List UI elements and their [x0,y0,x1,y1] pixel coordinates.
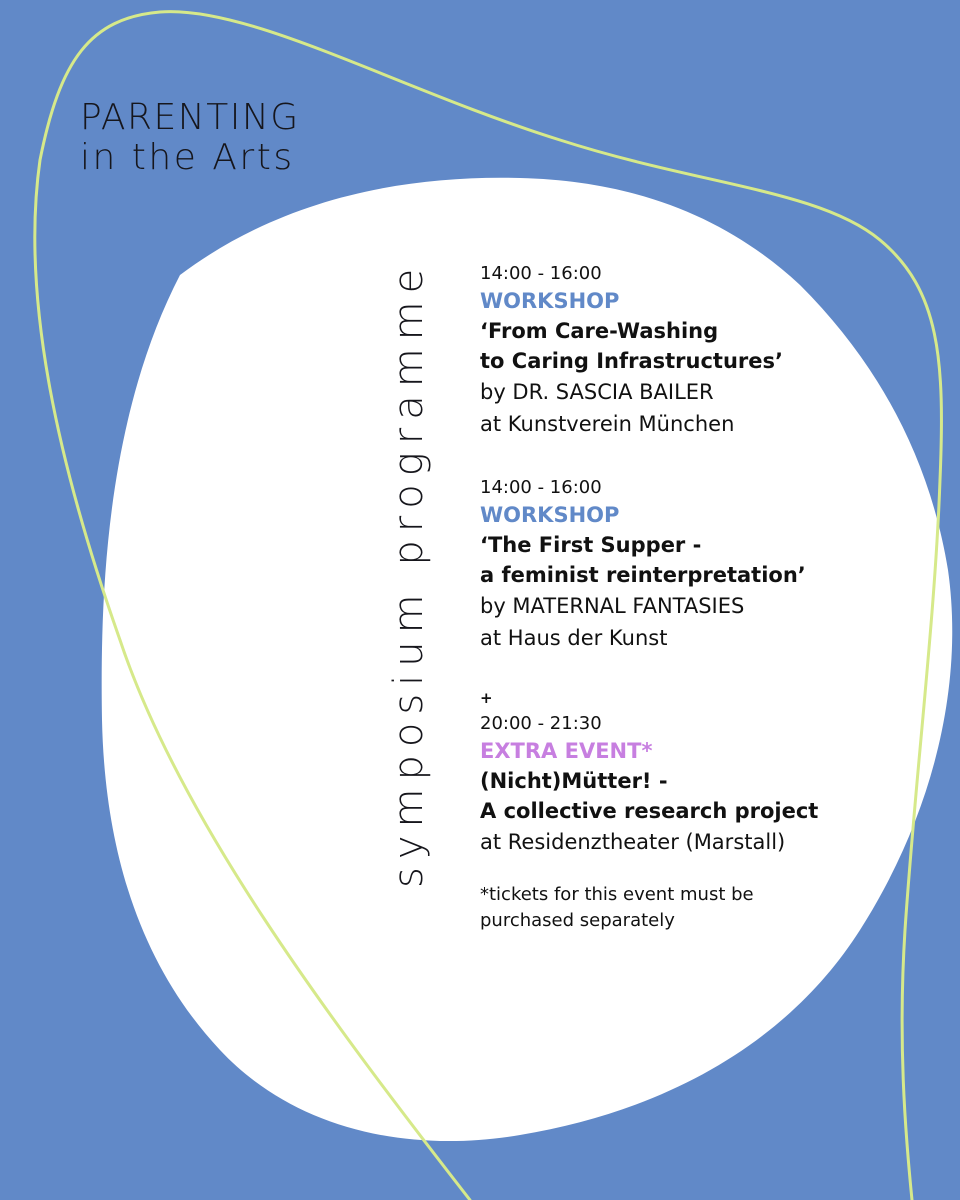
event-title-line-2: to Caring Infrastructures’ [480,349,783,373]
event-time: 14:00 - 16:00 [480,477,602,498]
event-2 [480,476,940,654]
event-type: WORKSHOP [480,289,620,313]
plus-marker: + [480,689,493,707]
brand-line-2: in the Arts [80,137,295,178]
event-title-line-1: (Nicht)Mütter! - [480,769,668,793]
event-venue: at Kunstverein München [480,412,735,436]
event-venue: at Residenztheater (Marstall) [480,830,786,854]
footnote-line-1: *tickets for this event must be [480,884,754,905]
footnote-line-2: purchased separately [480,910,675,931]
brand-logo [80,98,300,178]
program-list [480,262,940,934]
brand-line-1: PARENTING [80,97,300,138]
event-title-line-1: ‘The First Supper - [480,533,702,557]
event-time: 20:00 - 21:30 [480,713,602,734]
event-type: WORKSHOP [480,503,620,527]
event-title-line-2: A collective research project [480,799,819,823]
event-title-line-2: a feminist reinterpretation’ [480,563,806,587]
event-1 [480,262,940,440]
event-time: 14:00 - 16:00 [480,263,602,284]
event-host: by MATERNAL FANTASIES [480,594,745,618]
event-venue: at Haus der Kunst [480,626,668,650]
event-type: EXTRA EVENT* [480,739,653,763]
section-label: symposium programme [386,260,432,888]
event-host: by DR. SASCIA BAILER [480,380,714,404]
event-title-line-1: ‘From Care-Washing [480,319,719,343]
event-3 [480,690,940,858]
